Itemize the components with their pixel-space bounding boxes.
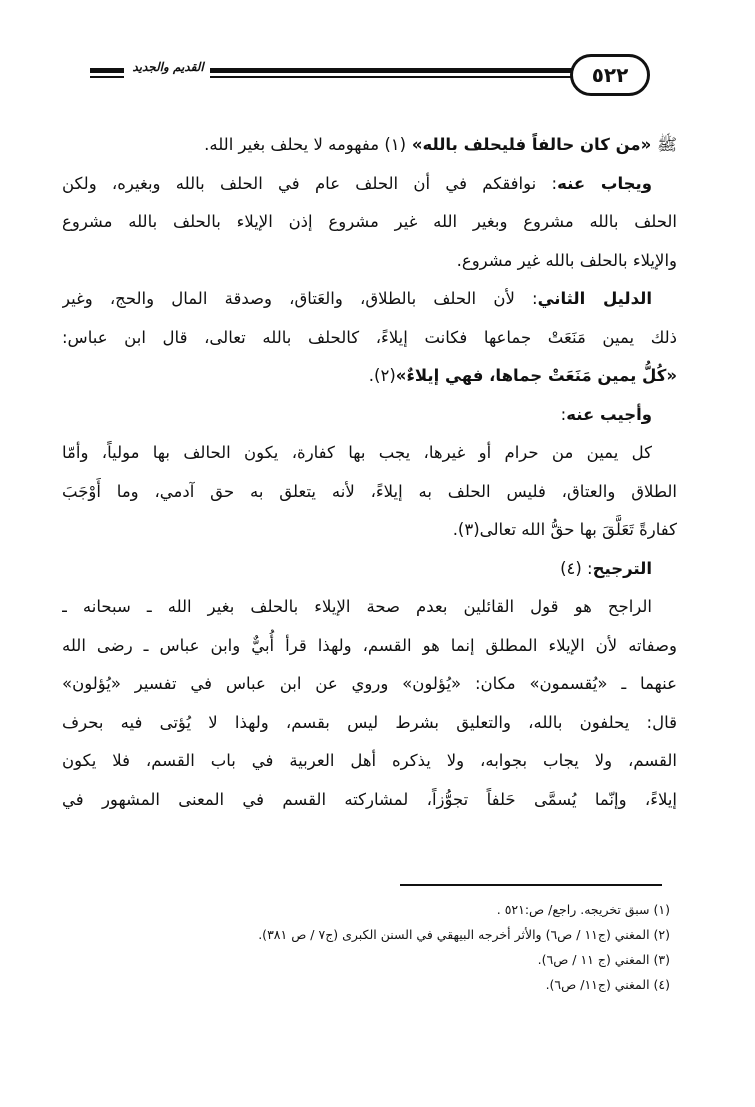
page-number: ٥٢٢ [570, 54, 650, 96]
text-span: الحلف بالله مشروع وبغير الله غير مشروع إذن الإيلاء بالحلف بالله مشروع [62, 212, 677, 231]
main-text [62, 126, 677, 819]
text-line [62, 627, 677, 666]
page-header [70, 52, 685, 96]
text-line [62, 704, 677, 743]
bold-phrase: «كُلُّ يمين مَنَعَتْ جماها، فهي إيلاءٌ» [395, 366, 677, 385]
header-rule-short-thick [90, 68, 124, 73]
text-span: عنهما ـ «يُقسمون» مكان: «يُؤلون» وروي عن ابن عباس في تفسير «يُؤلون» [62, 674, 677, 693]
running-title: القديم والجديد [132, 60, 204, 74]
bold-phrase: ويجاب عنه [557, 173, 652, 193]
text-span: الراجح هو قول القائلين بعدم صحة الإيلاء بالحلف بغير الله ـ سبحانه ـ [62, 597, 652, 616]
footnote: (١) سبق تخريجه. راجع/ ص:٥٢١ . [496, 902, 670, 917]
text-span: : [560, 404, 567, 424]
text-line [62, 665, 677, 704]
header-rule-thick [210, 68, 630, 73]
text-line [62, 396, 677, 435]
text-line [62, 319, 677, 358]
text-line [62, 742, 677, 781]
text-span: إيلاءً، وإنّما يُسمَّى حَلفاً تجوُّزاً، لمشاركته القسم في المعنى المشهور في [62, 789, 677, 809]
footnotes [62, 897, 670, 997]
text-span: ذلك يمين مَنَعَتْ جماعها فكانت إيلاءً، كالحلف بالله تعالى، قال ابن عباس: [62, 327, 677, 347]
text-span: : نوافقكم في أن الحلف عام في الحلف بالله وبغيره، ولكن [62, 173, 558, 193]
bold-phrase: «من كان حالفاً فليحلف بالله» [406, 135, 658, 154]
text-line [62, 242, 677, 281]
text-span: الطلاق والعتاق، فليس الحلف به إيلاءً، لأنه يتعلق به حق آدمي، وما أَوْجَبَ [62, 481, 677, 501]
text-line [62, 434, 677, 473]
header-rule-thin [210, 76, 630, 78]
text-line [62, 357, 677, 396]
text-span: (١) مفهومه لا يحلف بغير الله. [204, 135, 407, 154]
bold-phrase: الترجيح [592, 558, 652, 578]
text-span: : (٤) [560, 558, 593, 578]
text-span: (٢). [368, 366, 396, 385]
text-line [62, 550, 677, 589]
text-line [62, 473, 677, 512]
footnote: (٤) المغني (ج١١/ ص٦). [545, 977, 670, 992]
text-span: كفارةً تَعَلَّقَ بها حقُّ الله تعالى(٣). [452, 520, 677, 539]
text-line [62, 203, 677, 242]
text-span: : لأن الحلف بالطلاق، والعَتاق، وصدقة المال والحج، وغير [62, 289, 538, 308]
text-span: والإيلاء بالحلف بالله غير مشروع. [456, 250, 677, 270]
footnote: (٢) المغني (ج١١ / ص٦) والأثر أخرجه البيهقي في السنن الكبرى (ج٧ / ص ٣٨١). [258, 927, 670, 942]
header-rule-short-thin [90, 76, 124, 78]
text-line [62, 126, 677, 165]
text-span: وصفاته لأن الإيلاء المطلق إنما هو القسم، ولهذا قرأ أُبيٌّ وابن عباس ـ رضى الله [62, 635, 677, 655]
footnote-separator [400, 884, 662, 886]
text-line [62, 280, 677, 319]
text-span: القسم، ولا يجاب بجوابه، ولا يذكره أهل العربية في باب القسم، فلا يكون [62, 751, 677, 770]
footnote: (٣) المغني (ج ١١ / ص٦). [537, 952, 670, 967]
text-span: كل يمين من حرام أو غيرها، يجب بها كفارة، يكون الحالف بها مولياً، وأمّا [62, 443, 652, 462]
bold-phrase: الدليل الثاني [537, 289, 652, 308]
text-line [62, 165, 677, 204]
text-line [62, 781, 677, 820]
text-span: ﷺ [657, 135, 677, 154]
bold-phrase: وأجيب عنه [566, 404, 652, 424]
text-line [62, 511, 677, 550]
text-line [62, 588, 677, 627]
text-span: قال: يحلفون بالله، والتعليق بشرط ليس بقسم، ولهذا لا يُؤتى فيه بحرف [62, 712, 677, 732]
